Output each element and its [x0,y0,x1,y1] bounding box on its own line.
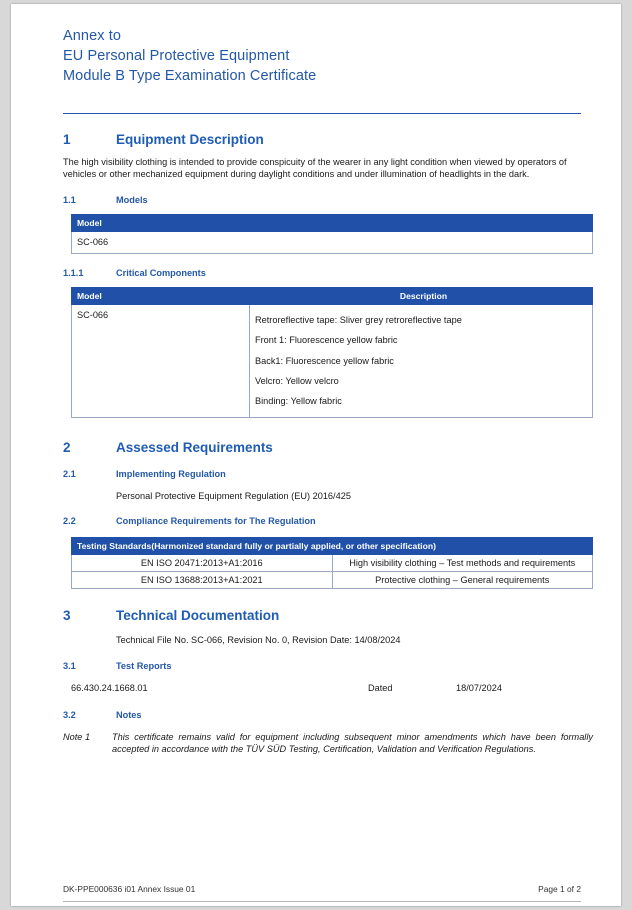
equipment-description-paragraph: The high visibility clothing is intended to provide conspicuity of the wearer in any light condition when viewed by operators of vehicles or other mechanized equipment during daylight conditions and under illumination of headlights in the dark. [63,157,567,180]
description-line: Back1: Fluorescence yellow fabric [255,355,394,366]
section-title: Equipment Description [116,132,264,147]
subsection-title: Implementing Regulation [116,468,226,479]
section-title: Assessed Requirements [116,439,273,455]
subsection-number: 2.2 [63,516,76,527]
table-header-row [72,538,593,555]
table-header-row [72,287,593,304]
subsection-title: Test Reports [116,660,172,671]
table-row [72,572,593,589]
footer-page-number: Page 1 of 2 [538,884,581,894]
subsection-heading-compliance-requirements [63,516,593,526]
description-line: Front 1: Fluorescence yellow fabric [255,335,398,346]
description-line: Velcro: Yellow velcro [255,376,339,387]
models-table [71,214,593,254]
table-header-row [72,214,593,231]
section-number: 1 [63,132,71,147]
test-report-number: 66.430.24.1668.01 [71,682,148,693]
subsection-heading-notes [63,710,593,720]
header-divider [63,113,581,114]
cell-standard-description: Protective clothing – General requirements [332,572,593,589]
document-page [11,4,621,906]
description-line: Retroreflective tape: Sliver grey retroreflective tape [255,314,462,325]
document-title [63,26,593,86]
subsection-number: 3.1 [63,660,76,671]
table-row [72,231,593,253]
subsection-title: Critical Components [116,267,206,278]
subsection-number: 2.1 [63,468,76,479]
page-footer [63,884,581,894]
subsection-title: Notes [116,709,142,720]
document-title-line-1: Annex to [63,28,122,44]
column-header-model: Model [72,287,250,304]
table-row [72,555,593,572]
critical-components-table [71,287,593,418]
subsection-number: 1.1.1 [63,267,84,278]
subsection-heading-test-reports [63,661,593,671]
note-item [63,731,593,756]
cell-standard: EN ISO 20471:2013+A1:2016 [72,555,333,572]
table-row [72,304,593,417]
document-content [63,26,593,756]
cell-model: SC-066 [72,231,593,253]
column-header-model: Model [72,214,593,231]
subsection-title: Models [116,194,148,205]
column-header-description: Description [250,287,593,304]
document-title-line-3: Module B Type Examination Certificate [63,68,317,84]
test-report-date: 18/07/2024 [456,682,502,693]
footer-document-id: DK-PPE000636 i01 Annex Issue 01 [63,884,196,894]
description-line: Binding: Yellow fabric [255,396,342,407]
section-number: 3 [63,608,71,624]
footer-divider [63,901,581,902]
document-title-line-2: EU Personal Protective Equipment [63,48,290,64]
subsection-number: 3.2 [63,709,76,720]
note-label: Note 1 [63,731,91,742]
column-header-testing-standards: Testing Standards(Harmonized standard fully or partially applied, or other specification) [72,538,593,555]
subsection-heading-models [63,195,593,205]
subsection-heading-implementing-regulation [63,469,593,479]
cell-standard-description: High visibility clothing – Test methods and requirements [332,555,593,572]
section-number: 2 [63,439,71,455]
implementing-regulation-text: Personal Protective Equipment Regulation (EU) 2016/425 [116,490,351,501]
cell-standard: EN ISO 13688:2013+A1:2021 [72,572,333,589]
subsection-number: 1.1 [63,194,76,205]
subsection-title: Compliance Requirements for The Regulation [116,516,316,527]
cell-description [250,304,593,417]
section-heading-equipment-description [63,132,593,147]
note-text: This certificate remains valid for equipment including subsequent minor amendments which have been formally accepted in accordance with the TÜV SÜD Testing, Certification, Validation and Verification Regulations. [112,731,593,755]
section-heading-technical-documentation [63,608,593,623]
test-report-row [63,683,593,696]
subsection-heading-critical-components [63,268,593,278]
test-report-dated-label: Dated [368,682,393,693]
section-heading-assessed-requirements [63,440,593,455]
cell-model: SC-066 [72,304,250,417]
technical-file-line: Technical File No. SC-066, Revision No. 0, Revision Date: 14/08/2024 [116,635,401,646]
section-title: Technical Documentation [116,608,280,624]
testing-standards-table [71,537,593,589]
